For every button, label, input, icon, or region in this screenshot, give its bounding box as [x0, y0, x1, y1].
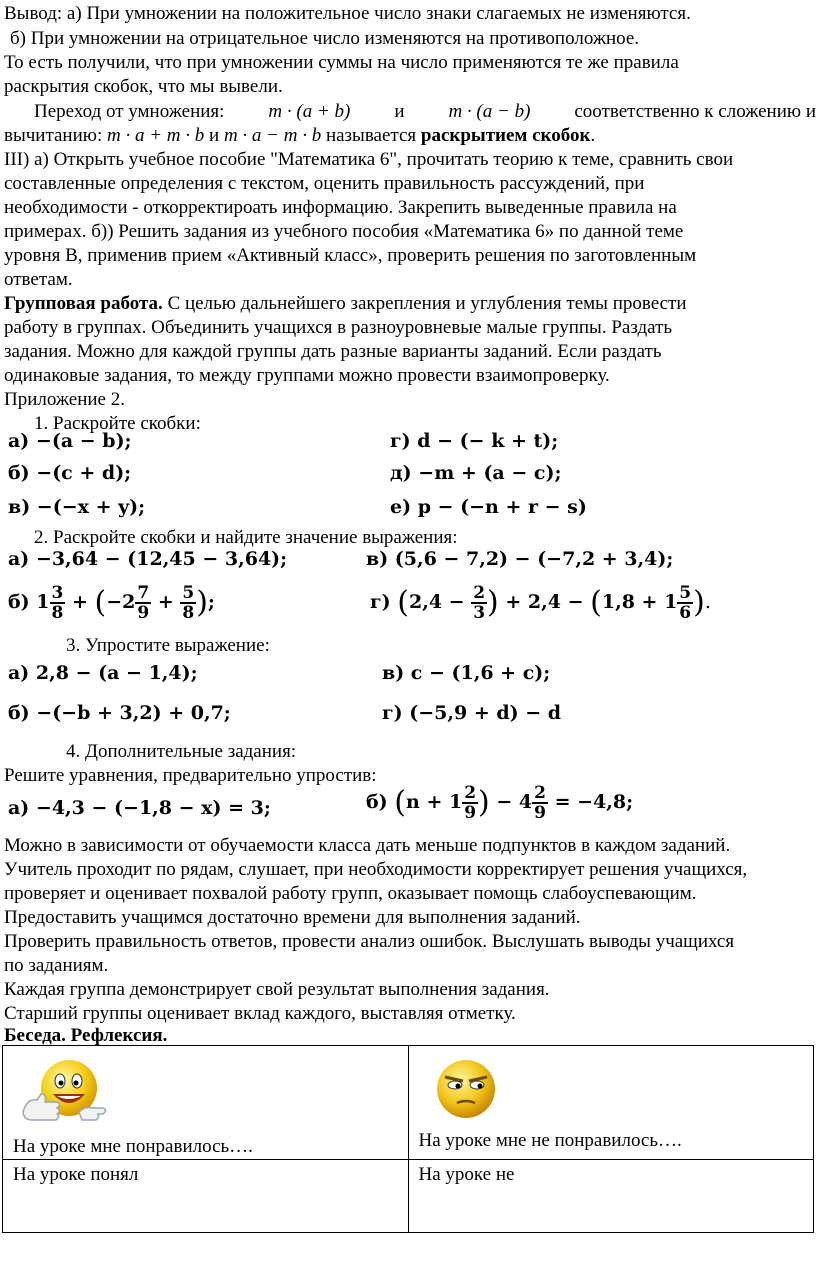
paragraph-line: Учитель проходит по рядам, слушает, при необходимости корректирует решения учащихся,: [4, 859, 748, 880]
paragraph-line: раскрытия скобок, что мы вывели.: [4, 76, 283, 97]
fraction: $\frac{2}{3}$: [473, 583, 486, 623]
reflection-cell-not-understood: [408, 1160, 814, 1233]
exercise-1a: а) −(a − b);: [8, 430, 132, 452]
reflection-heading: Беседа. Рефлексия.: [4, 1025, 168, 1046]
fraction: $\frac{5}{8}$: [182, 583, 195, 623]
paragraph-line: Можно в зависимости от обучаемости класса дать меньше подпунктов в каждом заданий.: [4, 835, 731, 856]
exercise-2a: а) −3,64 − (12,45 − 3,64);: [8, 548, 288, 570]
paragraph-line: уровня В, применив прием «Активный класс», проверить решения по заготовленным: [4, 245, 697, 266]
task-3-heading: 3. Упростите выражение:: [66, 635, 270, 656]
exercise-2b: б) 1 $\frac{3}{8}$ + (−2 $\frac{7}{9}$ + $\frac{5}{8}$ );: [8, 583, 215, 623]
paragraph-line: Каждая группа демонстрирует свой результат выполнения задания.: [4, 979, 550, 1000]
group-work-heading: Групповая работа.: [4, 293, 163, 314]
conclusion-line-a: Вывод: а) При умножении на положительное число знаки слагаемых не изменяются.: [4, 3, 691, 24]
exercise-4b: б) (n + 1 $\frac{2}{9}$ ) − 4 $\frac{2}{9}$ = −4,8;: [366, 783, 634, 823]
exercise-1g: г) d − (− k + t);: [390, 430, 559, 452]
task-2-heading: 2. Раскройте скобки и найдите значение выражения:: [34, 527, 458, 548]
fraction: $\frac{2}{9}$: [534, 783, 546, 823]
paragraph-line: Старший группы оценивает вклад каждого, выставляя отметку.: [4, 1003, 516, 1024]
reflection-cell-disliked: [408, 1046, 814, 1160]
reflection-table: [2, 1045, 814, 1233]
paragraph-line: Проверить правильность ответов, провести анализ ошибок. Выслушать выводы учащихся: [4, 931, 735, 952]
exercise-3b: б) −(−b + 3,2) + 0,7;: [8, 702, 231, 724]
task-4-subheading: Решите уравнения, предварительно упростив:: [4, 765, 377, 786]
paragraph-line: проверяет и оценивает похвалой работу групп, оказывает помощь слабоуспевающим.: [4, 883, 697, 904]
formula: m · (a + b): [268, 101, 351, 122]
exercise-3a: а) 2,8 − (a − 1,4);: [8, 662, 198, 684]
reflection-understood-text: На уроке понял: [13, 1164, 139, 1185]
paragraph-line: То есть получили, что при умножении суммы на число применяются те же правила: [4, 52, 679, 73]
formula: m · a + m · b: [107, 125, 205, 146]
transition-line: Переход от умножения: m · (a + b) и m · (a − b) соответственно к сложению и: [34, 101, 816, 122]
task-1-heading: 1. Раскройте скобки:: [34, 413, 201, 434]
reflection-not-understood-text: На уроке не: [418, 1164, 515, 1185]
paragraph-line: ответам.: [4, 269, 73, 290]
paragraph-line: Предоставить учащимся достаточно времени для выполнения заданий.: [4, 907, 581, 928]
fraction: $\frac{7}{9}$: [137, 583, 150, 623]
exercise-3g: г) (−5,9 + d) − d: [382, 702, 562, 724]
exercise-1b: б) −(c + d);: [8, 462, 132, 484]
reflection-disliked-text: На уроке мне не понравилось….: [418, 1130, 682, 1151]
reflection-cell-understood: [3, 1160, 409, 1233]
group-work-line: Групповая работа. С целью дальнейшего закрепления и углубления темы провести: [4, 293, 687, 314]
conclusion-line-b: б) При умножении на отрицательное число изменяются на противоположное.: [10, 28, 640, 49]
fraction: $\frac{2}{9}$: [464, 783, 477, 823]
exercise-2g: г) (2,4 − $\frac{2}{3}$ ) + 2,4 − (1,8 + 1 $\frac{5}{6}$ ).: [370, 583, 711, 623]
appendix-label: Приложение 2.: [4, 389, 125, 410]
fraction: $\frac{5}{6}$: [679, 583, 692, 623]
exercise-4a: а) −4,3 − (−1,8 − x) = 3;: [8, 797, 271, 819]
reflection-liked-text: На уроке мне понравилось….: [13, 1136, 253, 1157]
transition-line-2: вычитанию: m · a + m · b и m · a − m · b называется раскрытием скобок.: [4, 125, 596, 146]
paragraph-line: необходимости - откорректироать информацию. Закрепить выведенные правила на: [4, 197, 677, 218]
exercise-2v: в) (5,6 − 7,2) − (−7,2 + 3,4);: [366, 548, 674, 570]
exercise-1v: в) −(−x + y);: [8, 496, 146, 518]
paragraph-line: работу в группах. Объединить учащихся в разноуровневые малые группы. Раздать: [4, 317, 673, 338]
formula: m · a − m · b: [223, 125, 322, 146]
exercise-1d: д) −m + (a − c);: [390, 462, 562, 484]
paragraph-line: одинаковые задания, то между группами можно провести взаимопроверку.: [4, 365, 610, 386]
frowning-smiley-icon: [431, 1058, 501, 1120]
paragraph-line: составленные определения с текстом, оценить правильность рассуждений, при: [4, 173, 645, 194]
paragraph-line: задания. Можно для каждой группы дать разные варианты заданий. Если раздать: [4, 341, 662, 362]
task-4-heading: 4. Дополнительные задания:: [66, 741, 297, 762]
exercise-1e: е) p − (−n + r − s): [390, 496, 587, 518]
paragraph-line: по заданиям.: [4, 955, 109, 976]
reflection-cell-liked: [3, 1046, 409, 1160]
paragraph-line: III) а) Открыть учебное пособие "Математика 6", прочитать теорию к теме, сравнить свои: [4, 149, 734, 170]
thumbs-up-smiley-icon: [17, 1056, 113, 1132]
term-bold: раскрытием скобок: [420, 125, 591, 146]
exercise-3v: в) c − (1,6 + c);: [382, 662, 551, 684]
formula: m · (a − b): [448, 101, 531, 122]
fraction: $\frac{3}{8}$: [51, 583, 64, 623]
paragraph-line: примерах. б)) Решить задания из учебного пособия «Математика 6» по данной теме: [4, 221, 684, 242]
